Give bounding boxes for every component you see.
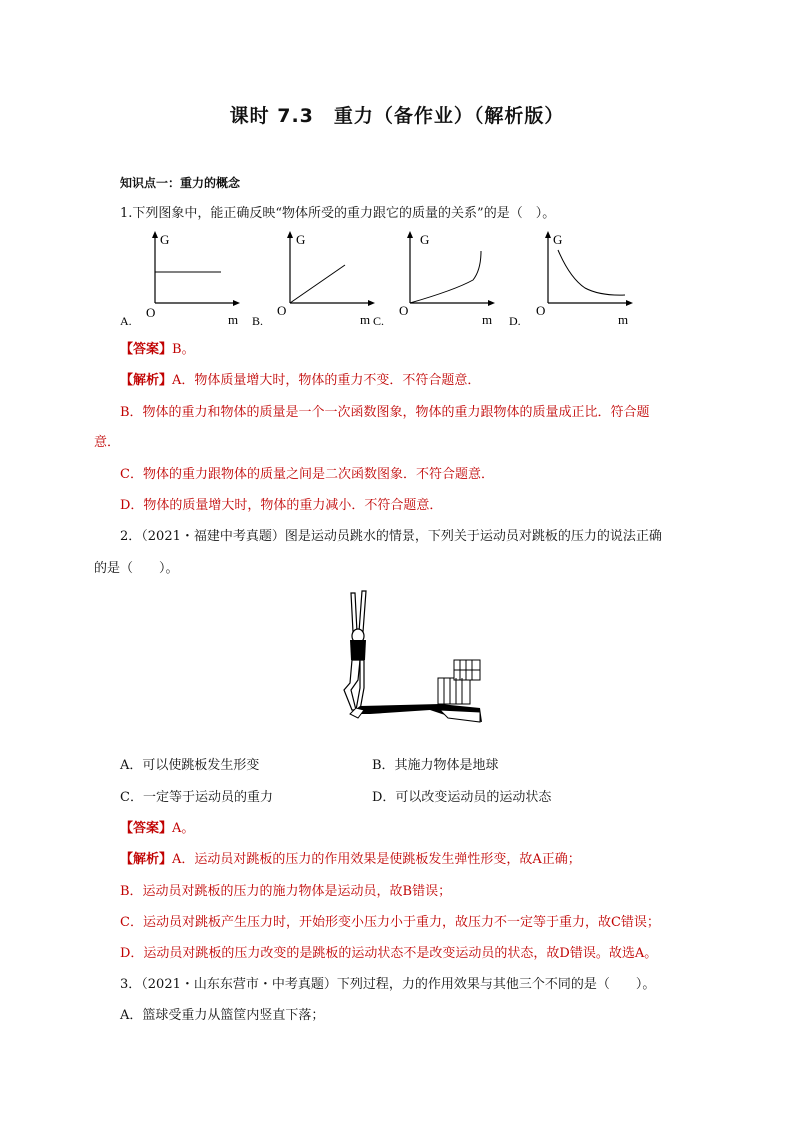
q1-answer — [120, 341, 195, 359]
q2-analysis-line: D．运动员对跳板的压力改变的是跳板的运动状态不是改变运动员的状态，故D错误。故选A。 — [120, 946, 658, 961]
page-title: 课时 7.3 重力（备作业）（解析版） — [229, 105, 565, 127]
answer-value: A。 — [172, 821, 195, 836]
graph-b-ylabel: G — [296, 232, 306, 247]
section-heading: 知识点一：重力的概念 — [120, 176, 241, 190]
graph-b-xlabel: m — [360, 312, 371, 327]
q1-analysis-line: 【解析】A．物体质量增大时，物体的重力不变．不符合题意． — [120, 373, 481, 388]
graph-c-origin: O — [399, 303, 409, 318]
answer-tag: 【答案】 — [120, 821, 173, 836]
graph-a-label: A. — [120, 314, 132, 328]
analysis-tag: 【解析】 — [120, 852, 173, 867]
graph-a-xlabel: m — [228, 312, 239, 327]
q2-answer — [120, 820, 194, 838]
q2-analysis-line: C．运动员对跳板产生压力时，开始形变小压力小于重力，故压力不一定等于重力，故C错误； — [120, 915, 660, 930]
q2-option-c: C．一定等于运动员的重力 — [120, 790, 273, 805]
graph-d-label: D. — [509, 314, 521, 328]
graph-c-ylabel: G — [420, 232, 430, 247]
graph-a-origin: O — [146, 305, 156, 320]
answer-value: B。 — [172, 342, 195, 357]
q1-graphs — [115, 228, 645, 330]
q3-option-a: A．篮球受重力从篮筐内竖直下落； — [120, 1008, 325, 1023]
graph-d-origin: O — [536, 303, 546, 318]
graph-d — [509, 231, 633, 328]
graph-c-xlabel: m — [482, 312, 493, 327]
q1-analysis-line: D．物体的质量增大时，物体的重力减小．不符合题意． — [120, 498, 443, 513]
graph-c — [373, 231, 495, 328]
graph-d-ylabel: G — [553, 232, 563, 247]
q1-stem: 1.下列图象中，能正确反映“物体所受的重力跟它的质量的关系”的是（ ）。 — [120, 206, 556, 221]
q1-analysis-line: C．物体的重力跟物体的质量之间是二次函数图象．不符合题意． — [120, 467, 494, 482]
graph-b-origin: O — [277, 303, 287, 318]
graph-c-label: C. — [373, 314, 385, 328]
graph-b — [252, 231, 375, 328]
answer-tag: 【答案】 — [120, 342, 173, 357]
q1-analysis-line: 意． — [94, 435, 121, 450]
graph-a — [120, 231, 240, 328]
q2-stem-line: 的是（ ）。 — [94, 561, 179, 576]
q2-analysis-line: B．运动员对跳板的压力的施力物体是运动员，故B错误； — [120, 884, 452, 899]
q1-analysis-line: B．物体的重力和物体的质量是一个一次函数图象，物体的重力跟物体的质量成正比．符合题 — [120, 405, 650, 420]
q3-stem: 3．（2021・山东东营市・中考真题）下列过程，力的作用效果与其他三个不同的是（ ）。 — [120, 977, 656, 992]
diver-illustration — [330, 588, 490, 728]
graph-a-ylabel: G — [160, 232, 170, 247]
analysis-tag: 【解析】 — [120, 373, 173, 388]
q2-analysis-line: 【解析】A．运动员对跳板的压力的作用效果是使跳板发生弹性形变，故A正确； — [120, 852, 581, 867]
q2-stem-line: 2．（2021・福建中考真题）图是运动员跳水的情景，下列关于运动员对跳板的压力的说法正确 — [120, 529, 662, 544]
q2-option-a: A．可以使跳板发生形变 — [120, 758, 260, 773]
q2-option-d: D．可以改变运动员的运动状态 — [372, 790, 552, 805]
q2-option-b: B．其施力物体是地球 — [372, 758, 499, 773]
graph-d-xlabel: m — [618, 312, 629, 327]
graph-b-label: B. — [252, 314, 264, 328]
